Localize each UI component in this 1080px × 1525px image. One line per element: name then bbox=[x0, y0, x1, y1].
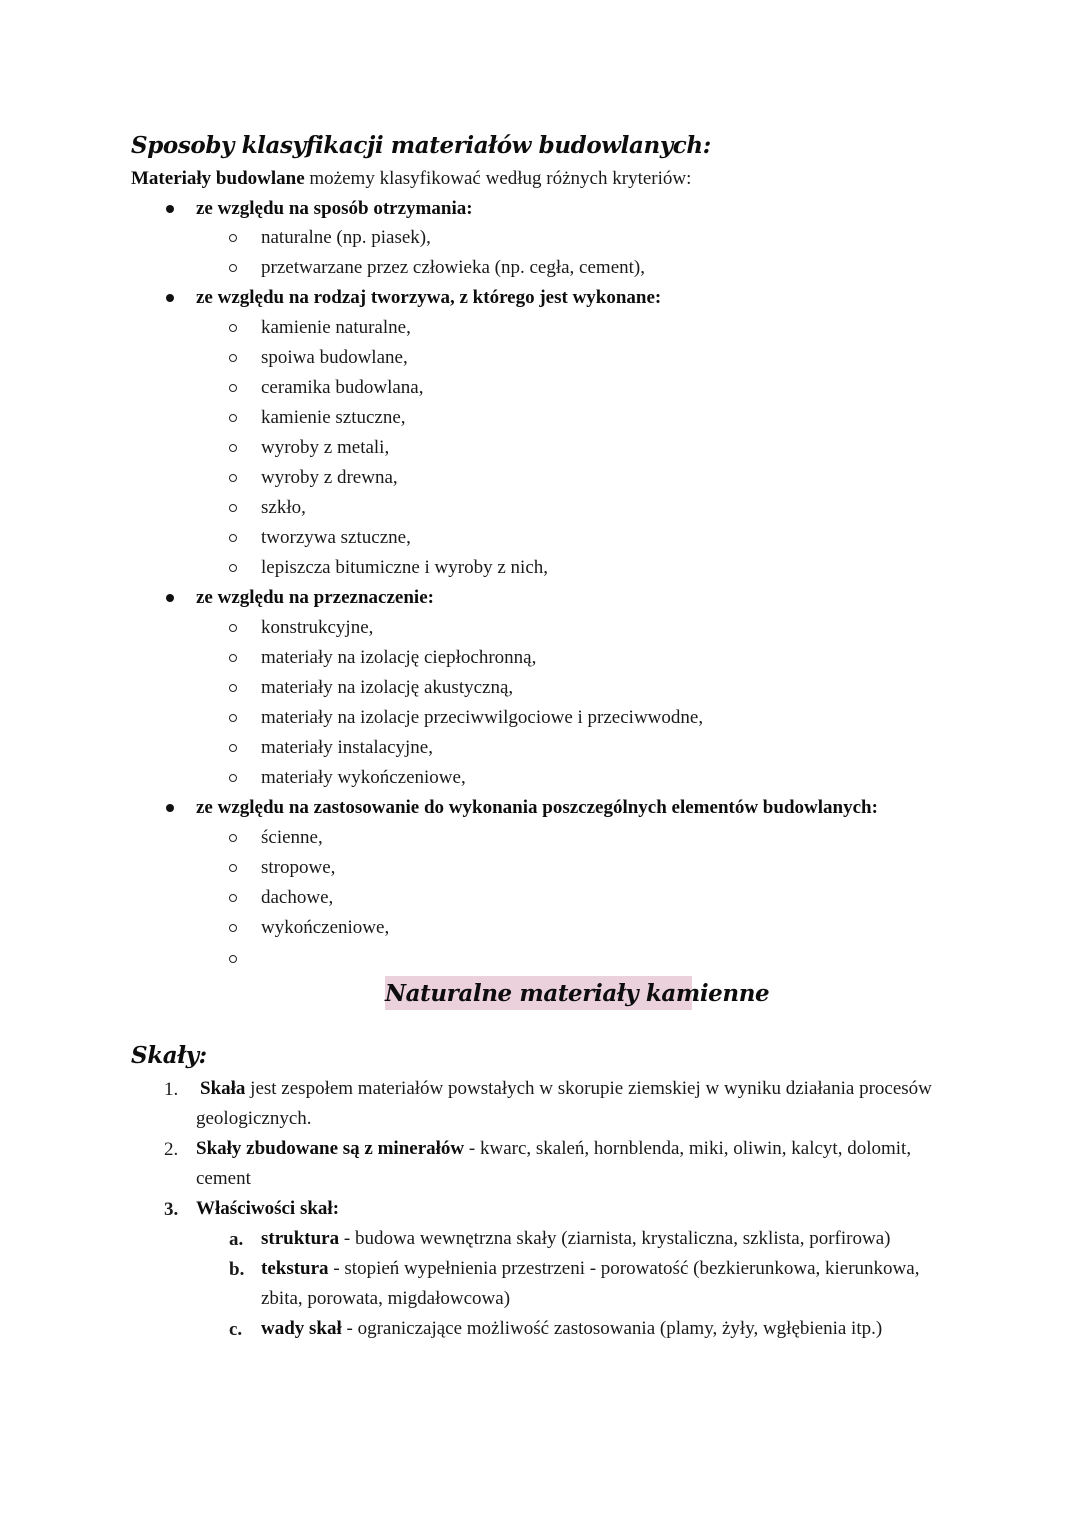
group-label: ze względu na zastosowanie do wykonania poszczególnych elementów budowlanych: bbox=[196, 797, 878, 818]
numbered-item-continuation: geologicznych. bbox=[196, 1108, 312, 1129]
intro-bold: Materiały budowlane bbox=[131, 168, 305, 189]
list-item: ścienne, bbox=[261, 827, 323, 848]
list-number: 2. bbox=[164, 1139, 179, 1160]
list-item: stropowe, bbox=[261, 857, 336, 878]
list-item: wyroby z drewna, bbox=[261, 467, 398, 488]
lettered-item: wady skał - ograniczające możliwość zastosowania (plamy, żyły, wgłębienia itp.) bbox=[261, 1318, 883, 1339]
lettered-item: struktura - budowa wewnętrzna skały (ziarnista, krystaliczna, szklista, porfirowa) bbox=[261, 1228, 891, 1249]
list-item: spoiwa budowlane, bbox=[261, 347, 408, 368]
circle-bullet-icon bbox=[229, 894, 237, 902]
circle-bullet-icon bbox=[229, 955, 237, 963]
list-item: materiały na izolacje przeciwwilgociowe i przeciwwodne, bbox=[261, 707, 704, 728]
list-item: materiały na izolację ciepłochronną, bbox=[261, 647, 537, 668]
circle-bullet-icon bbox=[229, 534, 237, 542]
circle-bullet-icon bbox=[229, 684, 237, 692]
list-item: materiały instalacyjne, bbox=[261, 737, 433, 758]
circle-bullet-icon bbox=[229, 414, 237, 422]
circle-bullet-icon bbox=[229, 384, 237, 392]
list-item: naturalne (np. piasek), bbox=[261, 227, 431, 248]
list-item: materiały wykończeniowe, bbox=[261, 767, 466, 788]
group-label: ze względu na przeznaczenie: bbox=[196, 587, 434, 608]
section-heading-rocks: Skały: bbox=[131, 1042, 207, 1069]
circle-bullet-icon bbox=[229, 924, 237, 932]
circle-bullet-icon bbox=[229, 324, 237, 332]
numbered-item: Skała jest zespołem materiałów powstałych w skorupie ziemskiej w wyniku działania procesów bbox=[200, 1078, 932, 1099]
list-item: dachowe, bbox=[261, 887, 334, 908]
circle-bullet-icon bbox=[229, 504, 237, 512]
circle-bullet-icon bbox=[229, 234, 237, 242]
list-item: materiały na izolację akustyczną, bbox=[261, 677, 514, 698]
circle-bullet-icon bbox=[229, 654, 237, 662]
list-item: kamienie sztuczne, bbox=[261, 407, 406, 428]
intro-paragraph bbox=[131, 169, 691, 188]
list-item: ceramika budowlana, bbox=[261, 377, 424, 398]
circle-bullet-icon bbox=[229, 444, 237, 452]
section-heading-natural-stone: Naturalne materiały kamienne bbox=[385, 980, 770, 1007]
bullet-icon bbox=[166, 594, 174, 602]
group-label: ze względu na sposób otrzymania: bbox=[196, 198, 473, 219]
circle-bullet-icon bbox=[229, 624, 237, 632]
list-item: wykończeniowe, bbox=[261, 917, 390, 938]
circle-bullet-icon bbox=[229, 354, 237, 362]
list-letter: b. bbox=[229, 1259, 245, 1280]
list-item: tworzywa sztuczne, bbox=[261, 527, 411, 548]
circle-bullet-icon bbox=[229, 264, 237, 272]
list-number: 1. bbox=[164, 1079, 179, 1100]
lettered-item-continuation: zbita, porowata, migdałowcowa) bbox=[261, 1288, 511, 1309]
group-label: ze względu na rodzaj tworzywa, z którego jest wykonane: bbox=[196, 287, 662, 308]
bullet-icon bbox=[166, 804, 174, 812]
circle-bullet-icon bbox=[229, 474, 237, 482]
numbered-item: Skały zbudowane są z minerałów - kwarc, skaleń, hornblenda, miki, oliwin, kalcyt, dolomit, bbox=[196, 1138, 912, 1159]
list-item: kamienie naturalne, bbox=[261, 317, 411, 338]
list-item: przetwarzane przez człowieka (np. cegła, cement), bbox=[261, 257, 645, 278]
lettered-item: tekstura - stopień wypełnienia przestrzeni - porowatość (bezkierunkowa, kierunkowa, bbox=[261, 1258, 920, 1279]
circle-bullet-icon bbox=[229, 564, 237, 572]
list-number: 3. bbox=[164, 1199, 179, 1220]
circle-bullet-icon bbox=[229, 714, 237, 722]
circle-bullet-icon bbox=[229, 774, 237, 782]
list-letter: c. bbox=[229, 1319, 243, 1340]
circle-bullet-icon bbox=[229, 834, 237, 842]
bullet-icon bbox=[166, 294, 174, 302]
list-letter: a. bbox=[229, 1229, 244, 1250]
intro-text: możemy klasyfikować według różnych kryteriów: bbox=[304, 168, 692, 189]
section-heading-classification: Sposoby klasyfikacji materiałów budowlanych: bbox=[131, 132, 711, 159]
list-item: wyroby z metali, bbox=[261, 437, 390, 458]
numbered-item: Właściwości skał: bbox=[196, 1198, 340, 1219]
circle-bullet-icon bbox=[229, 744, 237, 752]
circle-bullet-icon bbox=[229, 864, 237, 872]
numbered-item-continuation: cement bbox=[196, 1168, 251, 1189]
list-item: lepiszcza bitumiczne i wyroby z nich, bbox=[261, 557, 549, 578]
list-item: konstrukcyjne, bbox=[261, 617, 374, 638]
list-item: szkło, bbox=[261, 497, 306, 518]
bullet-icon bbox=[166, 205, 174, 213]
